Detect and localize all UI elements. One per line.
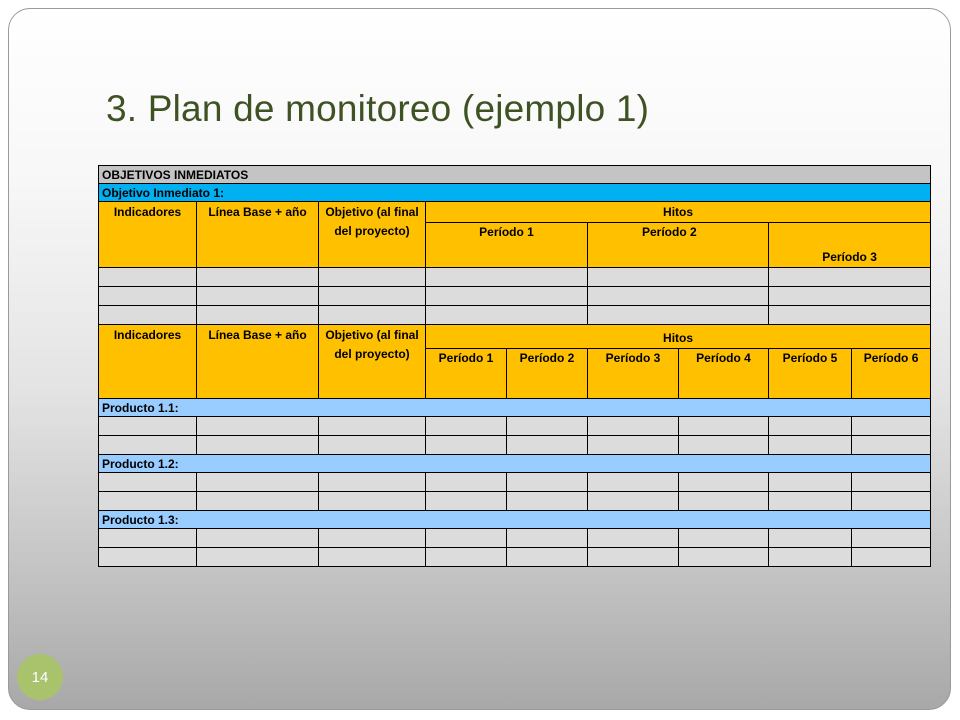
period-header: Período 2	[507, 349, 588, 399]
product-label: Producto 1.2:	[99, 455, 931, 473]
table-row	[99, 548, 931, 567]
header-indicadores: Indicadores	[99, 325, 197, 399]
product-row	[99, 511, 931, 529]
product-label: Producto 1.1:	[99, 399, 931, 417]
period-header: Período 3	[588, 349, 679, 399]
table-row	[99, 417, 931, 436]
period-header: Período 5	[769, 349, 852, 399]
period-header: Período 2	[588, 223, 769, 268]
product-row	[99, 399, 931, 417]
header-row	[99, 325, 931, 349]
product-label: Producto 1.3:	[99, 511, 931, 529]
table-row	[99, 166, 931, 184]
section-title-cell: OBJETIVOS INMEDIATOS	[99, 166, 931, 184]
header-hitos: Hitos	[426, 202, 931, 223]
slide-title: 3. Plan de monitoreo (ejemplo 1)	[106, 88, 650, 129]
table-row	[99, 473, 931, 492]
table-row	[99, 306, 931, 325]
period-header: Período 1	[426, 223, 588, 268]
objective-label-cell: Objetivo Inmediato 1:	[99, 184, 931, 202]
table-row	[99, 184, 931, 202]
table-row	[99, 287, 931, 306]
period-header: Período 6	[852, 349, 931, 399]
header-linea-base: Línea Base + año	[197, 202, 319, 268]
header-indicadores: Indicadores	[99, 202, 197, 268]
header-hitos: Hitos	[426, 325, 931, 349]
table-row	[99, 268, 931, 287]
table-row	[99, 492, 931, 511]
table-row	[99, 436, 931, 455]
page-number-badge: 14	[17, 654, 63, 700]
period-header: Período 4	[679, 349, 769, 399]
header-objetivo: Objetivo (al final del proyecto)	[319, 202, 426, 268]
table-row	[99, 529, 931, 548]
period-header: Período 3	[769, 223, 931, 268]
header-row	[99, 202, 931, 223]
header-objetivo: Objetivo (al final del proyecto)	[319, 325, 426, 399]
monitoring-plan-table	[98, 165, 931, 567]
period-header: Período 1	[426, 349, 507, 399]
product-row	[99, 455, 931, 473]
header-linea-base: Línea Base + año	[197, 325, 319, 399]
